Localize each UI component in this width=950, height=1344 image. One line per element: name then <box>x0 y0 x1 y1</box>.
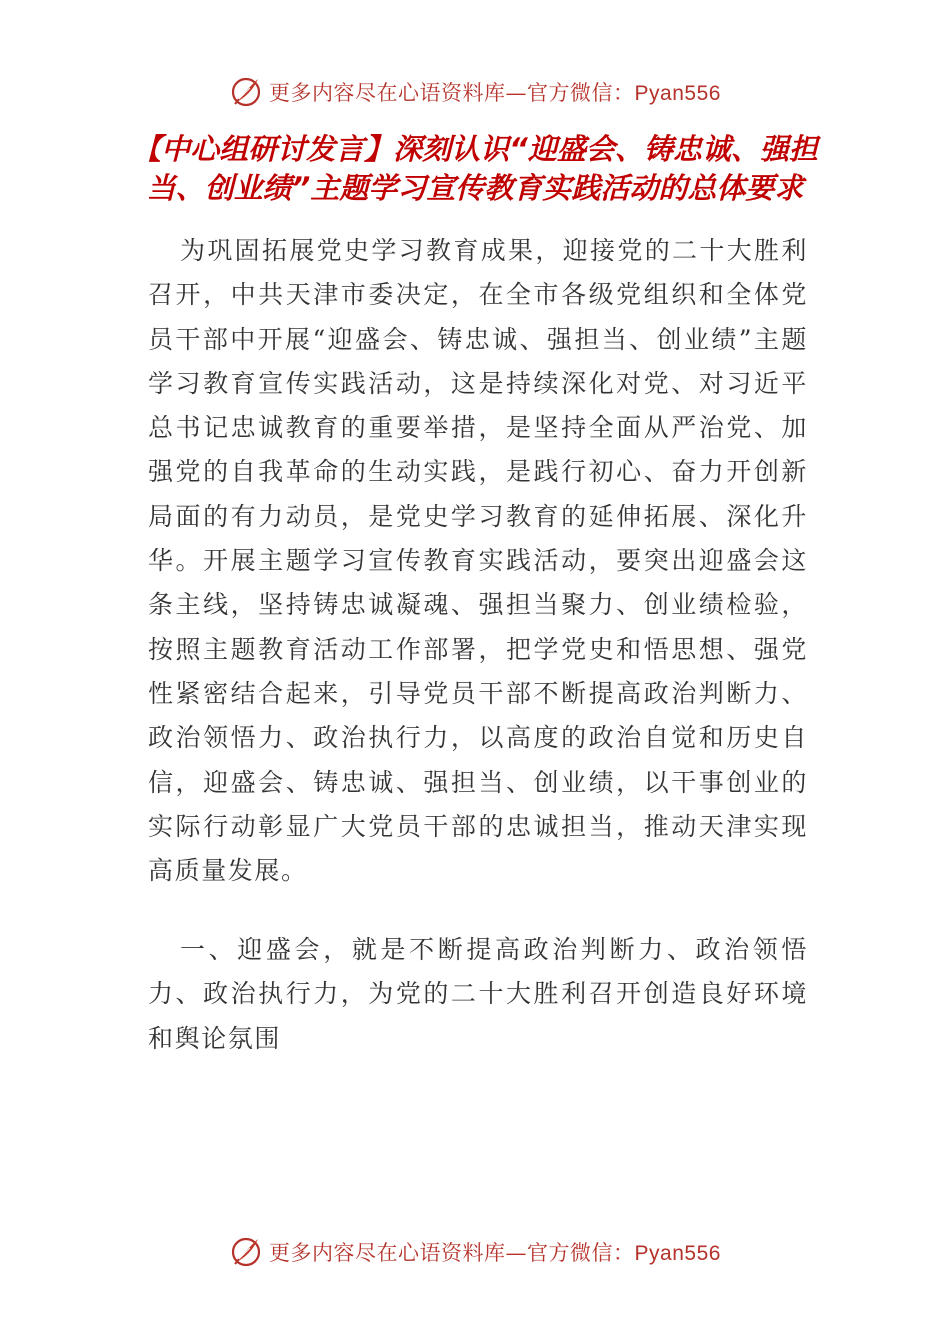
watermark-text: 更多内容尽在心语资料库—官方微信：Pyan556 <box>269 1241 721 1265</box>
document-title: 【中心组研讨发言】深刻认识“迎盛会、铸忠诚、强担当、创业绩”主题学习宣传教育实践活动的总体要求 <box>132 132 818 205</box>
paragraph-intro: 为巩固拓展党史学习教育成果，迎接党的二十大胜利召开，中共天津市委决定，在全市各级党组织和全体党员干部中开展“迎盛会、铸忠诚、强担当、创业绩”主题学习教育宣传实践活动，这是持续深化对党、对习近平总书记忠诚教育的重要举措，是坚持全面从严治党、加强党的自我革命的生动实践，是践行初心、奋力开创新局面的有力动员，是党史学习教育的延伸拓展、深化升华。开展主题学习宣传教育实践活动，要突出迎盛会这条主线，坚持铸忠诚凝魂、强担当聚力、创业绩检验，按照主题教育活动工作部署，把学党史和悟思想、强党性紧密结合起来，引导党员干部不断提高政治判断力、政治领悟力、政治执行力，以高度的政治自觉和历史自信，迎盛会、铸忠诚、强担当、创业绩，以干事创业的实际行动彰显广大党员干部的忠诚担当，推动天津实现高质量发展。 <box>148 236 808 886</box>
header-watermark-banner <box>0 72 950 112</box>
wechat-handle: Pyan556 <box>634 1242 721 1265</box>
feather-pen-logo-icon <box>229 75 263 109</box>
footer-watermark-banner <box>0 1232 950 1272</box>
watermark-text: 更多内容尽在心语资料库—官方微信：Pyan556 <box>269 81 721 105</box>
feather-pen-logo-icon <box>229 1235 263 1269</box>
paragraph-section-one-heading: 一、迎盛会，就是不断提高政治判断力、政治领悟力、政治执行力，为党的二十大胜利召开创造良好环境和舆论氛围 <box>148 935 808 1053</box>
wechat-handle: Pyan556 <box>634 82 721 105</box>
